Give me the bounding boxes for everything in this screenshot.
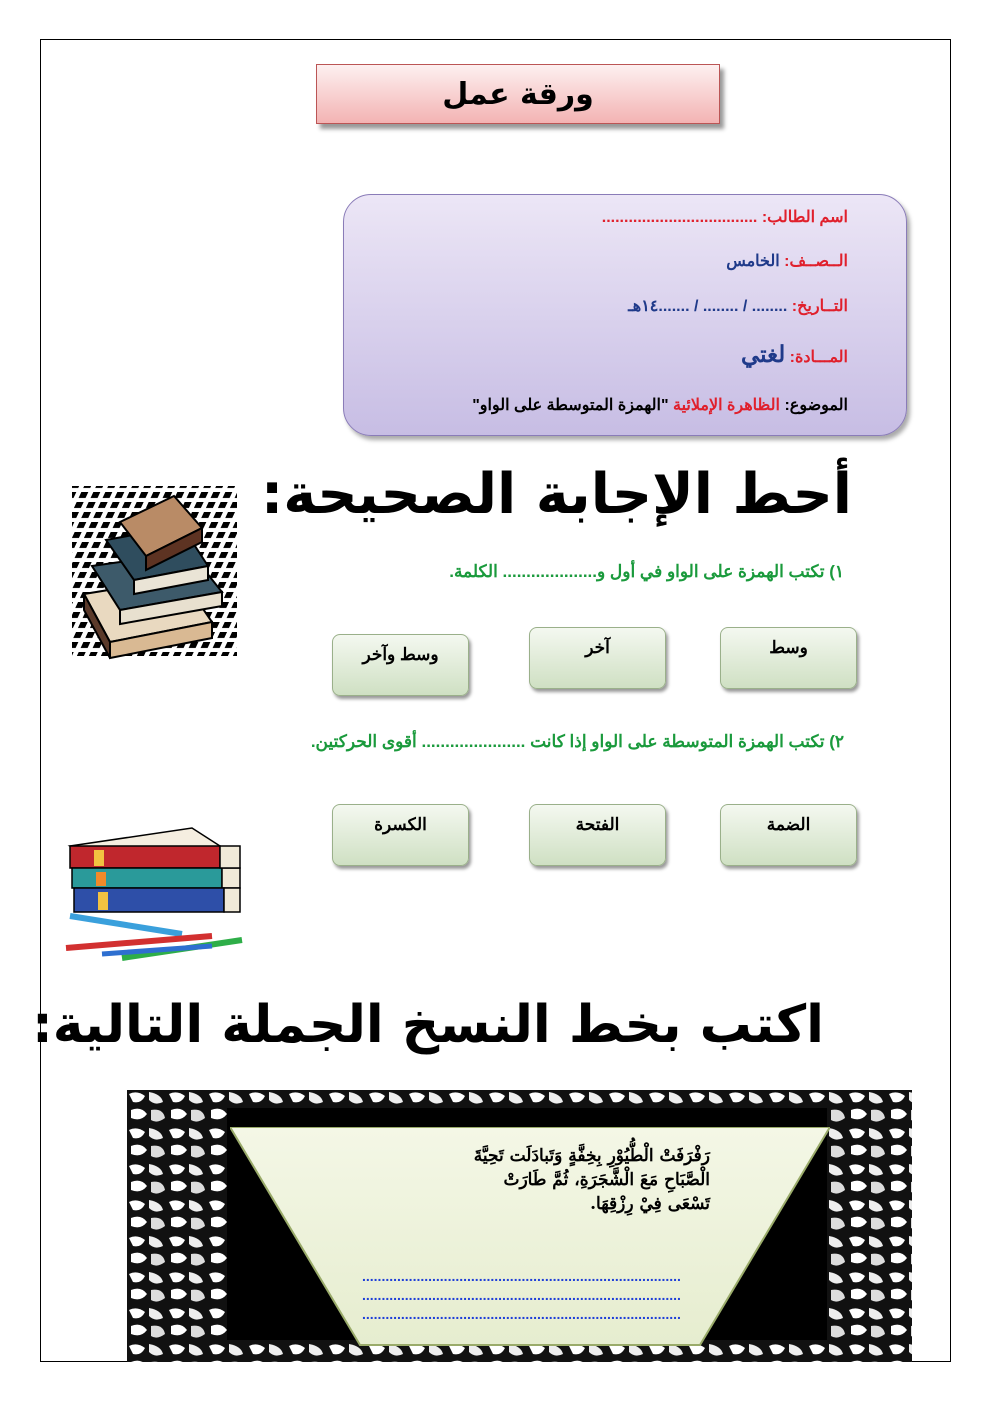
topic-label: الموضوع: (784, 397, 848, 414)
title-banner (316, 64, 720, 124)
class-label: الــصــف: (784, 253, 848, 270)
subject-value: لغتي (740, 341, 786, 367)
q2-option-2[interactable]: الفتحة (529, 804, 666, 866)
topic-value-black: "الهمزة المتوسطة على الواو" (472, 397, 669, 414)
student-name-row (602, 207, 848, 227)
question-2: ٢) تكتب الهمزة المتوسطة على الواو إذا كانت ...................... أقوى الحركتين. (310, 732, 844, 751)
answer-line-2[interactable]: .................................................................................. (362, 1287, 681, 1303)
date-label: التــاريخ: (791, 298, 848, 315)
question-1: ١) تكتب الهمزة على الواو في أول و.................... الكلمة. (449, 562, 844, 581)
books-clipart-icon (62, 482, 240, 664)
q2-option-1[interactable]: الضمة (720, 804, 857, 866)
passage-text: رَفْرَفَتْ الْطُّيُوْرِ بِخِفَّةٍ وَتَبادَلَت تَحِيَّةَ الْصَّبَاحِ مَعَ الْشَّجَرَةِ، ثُمَّ طَارَتْ تَسْعَى فِيْ رِزْقِهَا. (473, 1146, 710, 1214)
worksheet-title: ورقة عمل (442, 76, 594, 112)
date-value[interactable]: ........ / ........ / .......١٤هـ (628, 298, 788, 315)
books-pencils-icon (62, 822, 248, 962)
q2-option-3[interactable]: الكسرة (332, 804, 469, 866)
subject-row (741, 341, 848, 368)
class-value: الخامس (726, 253, 780, 270)
section-heading-choose: أحط الإجابة الصحيحة: (260, 462, 852, 527)
topic-value-red: الظاهرة الإملائية (673, 397, 780, 414)
answer-line-3[interactable]: .................................................................................. (362, 1306, 681, 1322)
topic-row (472, 395, 848, 415)
student-name-blank[interactable]: ................................... (601, 209, 758, 226)
q1-option-1[interactable]: وسط (720, 627, 857, 689)
student-info-box (343, 194, 907, 436)
section-heading-copy: اكتب بخط النسخ الجملة التالية: (31, 995, 824, 1055)
subject-label: المـــادة: (789, 349, 848, 366)
q1-option-2[interactable]: آخر (529, 627, 666, 689)
answer-line-1[interactable]: .................................................................................. (362, 1268, 681, 1284)
date-row (628, 296, 848, 316)
student-name-label: اسم الطالب: (761, 209, 848, 226)
class-row (726, 251, 848, 271)
q1-option-3[interactable]: وسط وآخر (332, 634, 469, 696)
